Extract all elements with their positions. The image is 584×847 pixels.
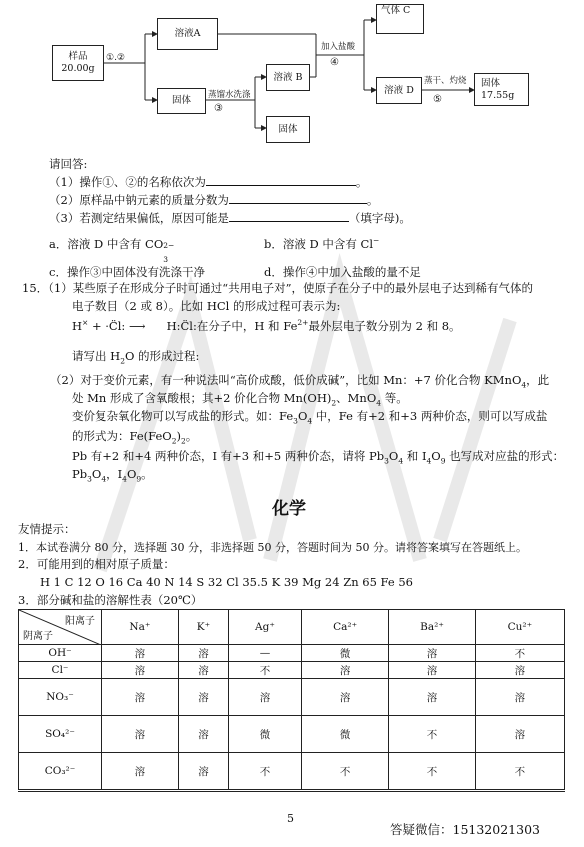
cation-header: Ba²⁺ bbox=[389, 610, 475, 645]
h2o-prompt: 请写出 $H_2O$ 的形成过程: bbox=[72, 349, 200, 366]
table-cell: 微 bbox=[301, 716, 388, 753]
table-cell: 溶 bbox=[301, 679, 388, 716]
formula-desc: 在分子中，H 和 Fe bbox=[196, 319, 298, 333]
p2-line6-tail: 。 bbox=[141, 467, 153, 481]
cation-header: Cu²⁺ bbox=[475, 610, 564, 645]
question-2-text: （2）原样品中钠元素的质量分数为 bbox=[49, 193, 229, 207]
solid-2-box bbox=[266, 116, 310, 143]
p2-line5-text: Pb 有+2 和+4 两种价态，I 有+3 和+5 两种价态，请将 Pb bbox=[72, 449, 385, 463]
table-cell: 溶 bbox=[389, 679, 475, 716]
formula-hcl: H:C̈l: bbox=[166, 319, 197, 333]
table-cell: 不 bbox=[389, 753, 475, 790]
table-row bbox=[19, 753, 565, 790]
table-cell: 溶 bbox=[178, 679, 228, 716]
table-cell: 不 bbox=[389, 716, 475, 753]
answer-blank-2[interactable] bbox=[229, 193, 367, 204]
q15-part2-line-1: （2）对于变价元素，有一种说法叫“高价成酸，低价成碱”，比如 Mn：+7 价化合物 KMnO$_4$，此 bbox=[50, 373, 550, 390]
table-cell: 溶 bbox=[475, 716, 564, 753]
bottom-rule bbox=[18, 791, 565, 792]
option-b bbox=[264, 237, 379, 252]
anion-cell: NO₃⁻ bbox=[19, 679, 102, 716]
solution-d-box bbox=[376, 77, 422, 104]
solid-1-label: 固体 bbox=[171, 95, 191, 106]
table-cell: 不 bbox=[475, 645, 564, 662]
table-cell: 溶 bbox=[475, 679, 564, 716]
cation-header: Ag⁺ bbox=[229, 610, 302, 645]
table-cell: 溶 bbox=[178, 753, 228, 790]
p2-line4-tail: ) bbox=[176, 429, 182, 443]
table-cell: 溶 bbox=[389, 645, 475, 662]
p2-line5-mid2: 和 I bbox=[403, 449, 427, 463]
solution-d-label: 溶液 D bbox=[384, 84, 414, 96]
table-cell: 溶 bbox=[301, 662, 388, 679]
reaction-arrow-icon: ⟶ bbox=[128, 319, 146, 333]
table-cell: 溶 bbox=[102, 679, 179, 716]
question-1-period: 。 bbox=[355, 175, 368, 189]
p2-line6-text: Pb bbox=[72, 467, 88, 481]
option-d: d．操作④中加入盐酸的量不足 bbox=[264, 265, 421, 279]
q15-part2-line-5: Pb 有+2 和+4 两种价态，I 有+3 和+5 两种价态，请将 $Pb_3O_4$ 和 $I_4O_9$ 也写成对应盐的形式： bbox=[72, 449, 565, 466]
table-cell: 微 bbox=[301, 645, 388, 662]
section-title: 化学 bbox=[272, 499, 306, 519]
op4-label: ④ bbox=[330, 57, 339, 68]
solid-final-label: 固体 17.55g bbox=[481, 77, 515, 101]
table-cell: 溶 bbox=[475, 662, 564, 679]
question-2 bbox=[49, 193, 378, 208]
contact-info: 答疑微信：15132021303 bbox=[390, 822, 540, 837]
question-3 bbox=[49, 211, 411, 226]
op3-label: ③ bbox=[214, 103, 223, 114]
question-1-text: （1）操作①、②的名称依次为 bbox=[49, 175, 206, 189]
p2-line3-text: 变价复杂氧化物可以写成盐的形式。如：Fe bbox=[72, 409, 294, 423]
gas-c-box bbox=[376, 4, 424, 34]
question-1 bbox=[49, 175, 367, 190]
solid-2-label: 固体 bbox=[278, 123, 298, 135]
table-cell: 溶 bbox=[229, 679, 302, 716]
table-cell: 不 bbox=[229, 753, 302, 790]
sample-box bbox=[52, 45, 104, 81]
table-header-row bbox=[19, 610, 565, 645]
anion-cell: OH⁻ bbox=[19, 645, 102, 662]
option-b-charge: − bbox=[373, 236, 380, 246]
table-cell: 微 bbox=[229, 716, 302, 753]
anion-cell: Cl⁻ bbox=[19, 662, 102, 679]
solution-a-box bbox=[157, 18, 218, 50]
formula-desc-2: 最外层电子数分别为 2 和 8。 bbox=[308, 319, 461, 333]
sample-label: 样品 20.00g bbox=[61, 51, 95, 74]
table-row bbox=[19, 645, 565, 662]
p2-line6-mid: O bbox=[91, 467, 102, 481]
table-cell: 溶 bbox=[389, 662, 475, 679]
add-acid-label: 加入盐酸 bbox=[321, 42, 356, 52]
option-a: a．溶液 D 中含有 CO 2− 3 bbox=[49, 237, 175, 264]
table-cell: 不 bbox=[229, 662, 302, 679]
table-cell: 溶 bbox=[102, 662, 179, 679]
tip-2: 2．可能用到的相对原子质量： bbox=[18, 557, 175, 571]
p2-line6-mid3: O bbox=[126, 467, 137, 481]
cation-header: K⁺ bbox=[178, 610, 228, 645]
question-2-period: 。 bbox=[366, 193, 379, 207]
cation-header: Ca²⁺ bbox=[301, 610, 388, 645]
op5-label: ⑤ bbox=[433, 94, 442, 105]
tips-title: 友情提示： bbox=[18, 522, 76, 536]
table-corner-cell bbox=[19, 610, 102, 645]
solution-b-box bbox=[266, 64, 310, 91]
q15-part2-line-3: 变价复杂氧化物可以写成盐的形式。如：$Fe_3O_4$ 中，Fe 有+2 和+3 两种价态，则可以写成盐 bbox=[72, 409, 548, 426]
atomic-masses: H 1 C 12 O 16 Ca 40 N 14 S 32 Cl 35.5 K 39 Mg 24 Zn 65 Fe 56 bbox=[40, 575, 413, 589]
h2o-prompt-text-2: O 的形成过程: bbox=[124, 349, 200, 363]
p2-line2-text: 处 Mn 形成了含氧酸根；其+2 价化合物 Mn(OH) bbox=[72, 391, 332, 405]
q15-line-2: 电子数目（2 或 8）。比如 HCl 的形成过程可表示为: bbox=[72, 299, 341, 313]
page-number: 5 bbox=[287, 812, 294, 825]
table-row bbox=[19, 679, 565, 716]
table-cell: 溶 bbox=[102, 753, 179, 790]
p2-line5-mid3: O bbox=[431, 449, 441, 463]
p2-line5-mid: O bbox=[388, 449, 399, 463]
hcl-formation: H× + ·C̈l: ⟶ H:C̈l:在分子中，H 和 $Fe^{2+}$最外层电子数分别为 2 和 8。 bbox=[72, 318, 461, 333]
question-3-text: （3）若测定结果偏低，原因可能是 bbox=[49, 211, 229, 225]
p2-line2-tail: 等。 bbox=[381, 391, 408, 405]
option-b-text: b．溶液 D 中含有 Cl bbox=[264, 237, 374, 251]
anion-cell: SO₄²⁻ bbox=[19, 716, 102, 753]
p2-line1-tail: ，此 bbox=[526, 373, 550, 387]
table-row bbox=[19, 662, 565, 679]
q15-part2-line-2: 处 Mn 形成了含氧酸根；其+2 价化合物 $Mn(OH)_2$、MnO$_4$ 等。 bbox=[72, 391, 408, 408]
formula-cl: ·C̈l: bbox=[105, 319, 126, 333]
table-row bbox=[19, 716, 565, 753]
answer-blank-3[interactable] bbox=[229, 211, 349, 222]
solution-a-label: 溶液A bbox=[174, 28, 201, 39]
p2-line6-mid2: ，I bbox=[106, 467, 123, 481]
gas-c-label: 气体 C bbox=[381, 5, 411, 16]
formula-h: H bbox=[72, 319, 83, 333]
solution-b-label: 溶液 B bbox=[273, 71, 303, 83]
p2-line2-mid: 、MnO bbox=[336, 391, 377, 405]
tip-1: 1．本试卷满分 80 分，选择题 30 分，非选择题 50 分，答题时间为 50 分。请将答案填写在答题纸上。 bbox=[18, 541, 527, 554]
option-a-text: a．溶液 D 中含有 CO bbox=[49, 237, 164, 251]
answer-blank-1[interactable] bbox=[206, 175, 356, 186]
table-cell: 溶 bbox=[178, 716, 228, 753]
anion-cell: CO₃²⁻ bbox=[19, 753, 102, 790]
solubility-table bbox=[18, 609, 565, 790]
q15-part2-line-6: $Pb_3O_4$，$I_4O_9$。 bbox=[72, 467, 153, 484]
wash-label: 蒸馏水洗涤 bbox=[208, 90, 251, 100]
table-cell: 溶 bbox=[102, 645, 179, 662]
table-cell: 溶 bbox=[178, 662, 228, 679]
h2o-prompt-text: 请写出 H bbox=[72, 349, 121, 363]
table-cell: 不 bbox=[301, 753, 388, 790]
evap-label: 蒸干、灼烧 bbox=[424, 76, 467, 86]
op12-label: ①.② bbox=[106, 53, 125, 63]
corner-top-label: 阳离子 bbox=[65, 616, 95, 627]
p2-line3-mid: O bbox=[297, 409, 308, 423]
table-cell: 溶 bbox=[102, 716, 179, 753]
solid-1-box bbox=[157, 88, 206, 114]
questions-intro: 请回答: bbox=[49, 157, 88, 171]
p2-line1-text: （2）对于变价元素，有一种说法叫“高价成酸，低价成碱”，比如 Mn：+7 价化合物 KMnO bbox=[50, 373, 522, 387]
solid-final-box bbox=[474, 73, 529, 106]
tip-3: 3．部分碱和盐的溶解性表（20℃） bbox=[18, 593, 203, 607]
p2-line4-text: 的形式为：Fe(FeO bbox=[72, 429, 172, 443]
q15-part2-line-4: 的形式为：$Fe(FeO_2)_2$。 bbox=[72, 429, 198, 446]
corner-bottom-label: 阴离子 bbox=[23, 631, 53, 642]
q15-line-1: 15．（1）某些原子在形成分子时可通过“共用电子对”，使原子在分子中的最外层电子达到稀有气体的 bbox=[22, 281, 533, 295]
cation-header: Na⁺ bbox=[102, 610, 179, 645]
p2-line3-tail: 中，Fe 有+2 和+3 两种价态，则可以写成盐 bbox=[312, 409, 548, 423]
question-3-tail: （填字母)。 bbox=[348, 211, 411, 225]
option-c: c．操作③中固体没有洗涤干净 bbox=[49, 265, 205, 279]
table-cell: 溶 bbox=[178, 645, 228, 662]
table-cell: — bbox=[229, 645, 302, 662]
table-cell: 不 bbox=[475, 753, 564, 790]
p2-line5-tail: 也写成对应盐的形式： bbox=[445, 449, 565, 463]
